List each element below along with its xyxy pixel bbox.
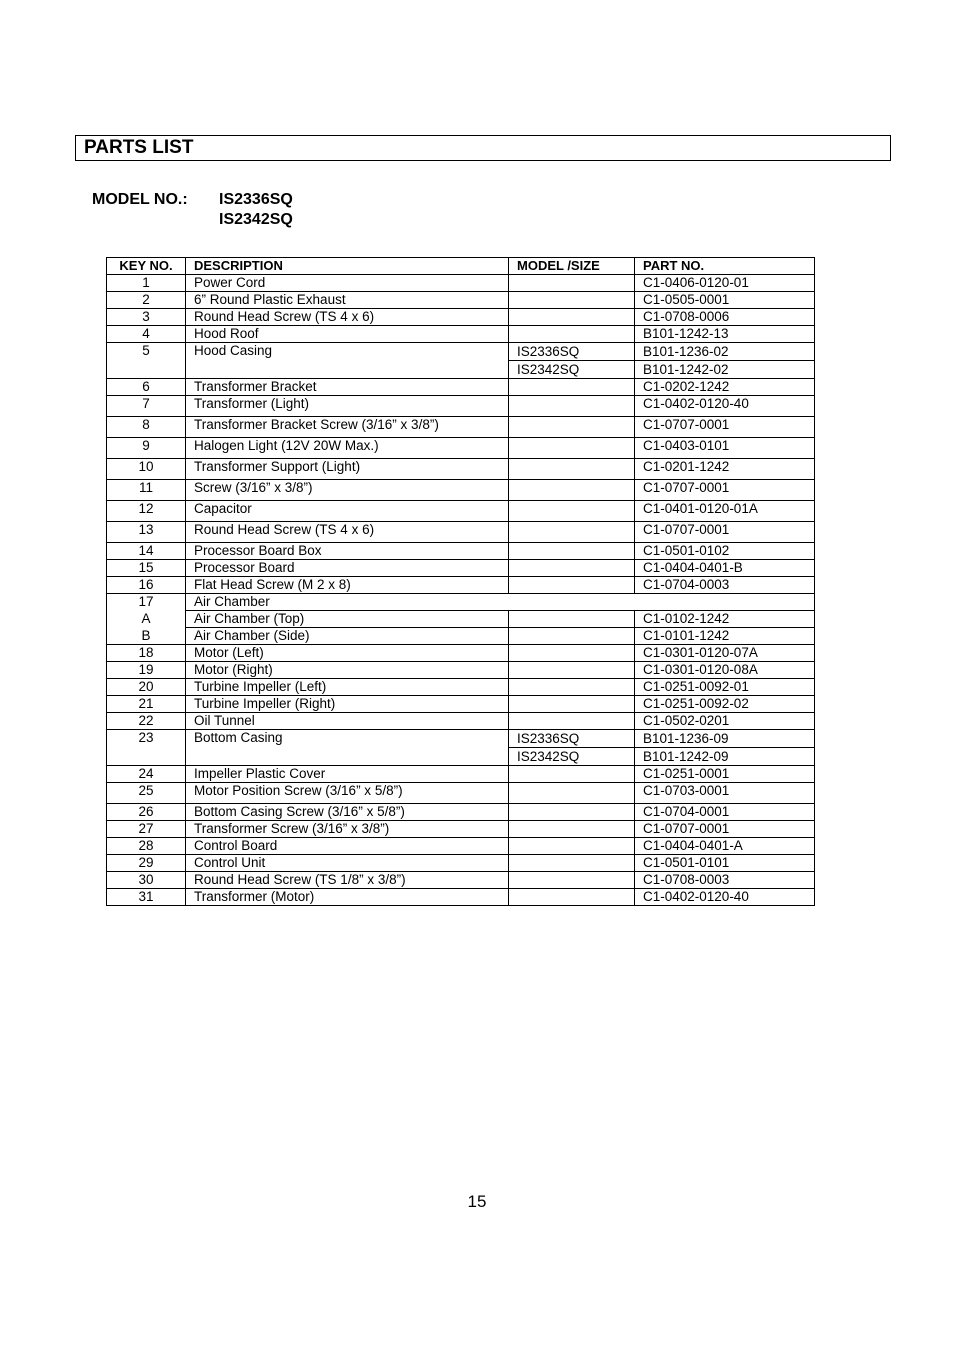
column-header-part-no: PART NO. [635, 258, 815, 275]
cell-key-no: 23 [107, 730, 186, 766]
cell-part-no: B101-1242-13 [635, 326, 815, 343]
part-no-value: B101-1236-02 [643, 344, 729, 359]
cell-description: Transformer Bracket [186, 379, 509, 396]
cell-part-no: C1-0707-0001 [635, 417, 815, 438]
column-header-description: DESCRIPTION [186, 258, 509, 275]
cell-part-no: C1-0102-1242 [635, 611, 815, 628]
cell-part-no: C1-0708-0006 [635, 309, 815, 326]
cell-description: Hood Casing [186, 343, 509, 379]
cell-description: Transformer (Light) [186, 396, 509, 417]
cell-key-no: 22 [107, 713, 186, 730]
cell-description: Air Chamber (Side) [186, 628, 509, 645]
cell-model-size [509, 766, 635, 783]
cell-description: Round Head Screw (TS 4 x 6) [186, 309, 509, 326]
model-size-value: IS2342SQ [509, 360, 634, 378]
table-row [107, 889, 815, 906]
cell-key-no: 10 [107, 459, 186, 480]
cell-part-no: C1-0301-0120-07A [635, 645, 815, 662]
cell-part-no: C1-0404-0401-A [635, 838, 815, 855]
key-no: 17 [138, 594, 154, 609]
cell-model-size [509, 855, 635, 872]
cell-model-size [509, 611, 635, 628]
model-number: IS2342SQ [219, 211, 293, 228]
cell-key-no: 1 [107, 275, 186, 292]
section-title: PARTS LIST [75, 135, 891, 161]
table-row [107, 628, 815, 645]
cell-key-no: 21 [107, 696, 186, 713]
cell-part-no: C1-0402-0120-40 [635, 396, 815, 417]
table-row [107, 543, 815, 560]
cell-part-no: C1-0301-0120-08A [635, 662, 815, 679]
cell-model-size [509, 309, 635, 326]
model-size-value: IS2342SQ [509, 747, 634, 765]
cell-model-size [509, 543, 635, 560]
cell-key-no: 4 [107, 326, 186, 343]
model-number-block [92, 190, 293, 230]
model-size-value: IS2336SQ [517, 344, 580, 359]
cell-model-size [509, 696, 635, 713]
cell-part-no: C1-0704-0003 [635, 577, 815, 594]
table-row [107, 343, 815, 379]
table-row [107, 309, 815, 326]
cell-model-size [509, 679, 635, 696]
table-row [107, 417, 815, 438]
cell-description: Turbine Impeller (Right) [186, 696, 509, 713]
cell-description: Impeller Plastic Cover [186, 766, 509, 783]
cell-key-no: 28 [107, 838, 186, 855]
cell-key-no: 9 [107, 438, 186, 459]
cell-key-no: 25 [107, 783, 186, 804]
cell-key-no: 2 [107, 292, 186, 309]
cell-part-no: C1-0501-0101 [635, 855, 815, 872]
model-number: IS2336SQ [219, 191, 293, 208]
cell-description: Motor Position Screw (3/16” x 5/8”) [186, 783, 509, 804]
cell-part-no: C1-0201-1242 [635, 459, 815, 480]
cell-description: Oil Tunnel [186, 713, 509, 730]
cell-key-no: 16 [107, 577, 186, 594]
cell-key-no [107, 594, 186, 645]
cell-description: Round Head Screw (TS 1/8” x 3/8”) [186, 872, 509, 889]
table-row [107, 501, 815, 522]
key-no: B [141, 628, 151, 643]
cell-key-no: 24 [107, 766, 186, 783]
cell-key-no: 8 [107, 417, 186, 438]
page-number: 15 [467, 1192, 487, 1211]
cell-description: Processor Board [186, 560, 509, 577]
cell-part-no: C1-0251-0001 [635, 766, 815, 783]
table-row [107, 783, 815, 804]
cell-model-size [509, 560, 635, 577]
cell-description: Air Chamber (Top) [186, 611, 509, 628]
cell-key-no: 29 [107, 855, 186, 872]
cell-description: Turbine Impeller (Left) [186, 679, 509, 696]
cell-model-size [509, 872, 635, 889]
cell-model-size [509, 396, 635, 417]
cell-model-size [509, 889, 635, 906]
cell-model-size [509, 577, 635, 594]
cell-part-no: C1-0202-1242 [635, 379, 815, 396]
parts-table [106, 257, 815, 906]
cell-model-size [509, 804, 635, 821]
cell-part-no [635, 343, 815, 379]
cell-description: Capacitor [186, 501, 509, 522]
parts-table-body [107, 275, 815, 906]
table-row [107, 855, 815, 872]
table-row [107, 645, 815, 662]
cell-key-no: 14 [107, 543, 186, 560]
table-row [107, 872, 815, 889]
table-row [107, 560, 815, 577]
cell-model-size [509, 838, 635, 855]
cell-model-size [509, 343, 635, 379]
cell-description: Control Unit [186, 855, 509, 872]
cell-part-no: C1-0251-0092-01 [635, 679, 815, 696]
cell-part-no: C1-0708-0003 [635, 872, 815, 889]
cell-part-no [635, 730, 815, 766]
cell-model-size [509, 501, 635, 522]
table-row [107, 396, 815, 417]
cell-description: Transformer Screw (3/16” x 3/8”) [186, 821, 509, 838]
cell-model-size [509, 417, 635, 438]
cell-key-no: 18 [107, 645, 186, 662]
cell-model-size [509, 379, 635, 396]
table-row [107, 679, 815, 696]
cell-key-no: 26 [107, 804, 186, 821]
cell-key-no: 11 [107, 480, 186, 501]
part-no-value: B101-1242-09 [635, 747, 814, 765]
model-size-value: IS2336SQ [517, 731, 580, 746]
cell-model-size [509, 459, 635, 480]
cell-key-no: 31 [107, 889, 186, 906]
cell-key-no: 27 [107, 821, 186, 838]
model-number-label: MODEL NO.: [92, 191, 188, 208]
cell-key-no: 6 [107, 379, 186, 396]
table-row [107, 804, 815, 821]
cell-part-no: C1-0703-0001 [635, 783, 815, 804]
cell-key-no: 7 [107, 396, 186, 417]
table-row [107, 459, 815, 480]
cell-part-no: C1-0704-0001 [635, 804, 815, 821]
cell-model-size [509, 783, 635, 804]
table-row [107, 480, 815, 501]
cell-part-no: C1-0101-1242 [635, 628, 815, 645]
table-row [107, 838, 815, 855]
cell-description: Processor Board Box [186, 543, 509, 560]
cell-part-no: C1-0402-0120-40 [635, 889, 815, 906]
cell-model-size [509, 645, 635, 662]
table-row [107, 326, 815, 343]
cell-part-no: C1-0404-0401-B [635, 560, 815, 577]
table-row [107, 713, 815, 730]
cell-key-no: 15 [107, 560, 186, 577]
table-header-row [107, 258, 815, 275]
column-header-model-size: MODEL /SIZE [509, 258, 635, 275]
cell-model-size [509, 713, 635, 730]
cell-model-size [509, 628, 635, 645]
cell-description: Hood Roof [186, 326, 509, 343]
table-row [107, 662, 815, 679]
table-row [107, 577, 815, 594]
cell-model-size [509, 662, 635, 679]
cell-description: Power Cord [186, 275, 509, 292]
cell-description: Bottom Casing Screw (3/16” x 5/8”) [186, 804, 509, 821]
cell-model-size [509, 326, 635, 343]
cell-model-size [509, 480, 635, 501]
cell-description: Transformer Bracket Screw (3/16” x 3/8”) [186, 417, 509, 438]
cell-key-no: 3 [107, 309, 186, 326]
part-no-value: B101-1236-09 [643, 731, 729, 746]
cell-description: Control Board [186, 838, 509, 855]
cell-model-size [509, 730, 635, 766]
cell-key-no: 12 [107, 501, 186, 522]
key-no: A [141, 611, 151, 626]
table-row [107, 292, 815, 309]
table-row [107, 821, 815, 838]
table-row [107, 522, 815, 543]
cell-description: Round Head Screw (TS 4 x 6) [186, 522, 509, 543]
cell-description: 6” Round Plastic Exhaust [186, 292, 509, 309]
cell-part-no: C1-0501-0102 [635, 543, 815, 560]
model-number-list [219, 190, 293, 230]
cell-description: Screw (3/16” x 3/8”) [186, 480, 509, 501]
cell-key-no: 13 [107, 522, 186, 543]
cell-description: Transformer Support (Light) [186, 459, 509, 480]
cell-description: Bottom Casing [186, 730, 509, 766]
table-row [107, 766, 815, 783]
table-row [107, 594, 815, 611]
cell-key-no: 30 [107, 872, 186, 889]
cell-description: Transformer (Motor) [186, 889, 509, 906]
part-no-value: B101-1242-02 [635, 360, 814, 378]
cell-description: Air Chamber [186, 594, 815, 611]
cell-part-no: C1-0406-0120-01 [635, 275, 815, 292]
cell-part-no: C1-0505-0001 [635, 292, 815, 309]
cell-key-no: 20 [107, 679, 186, 696]
table-row [107, 379, 815, 396]
cell-part-no: C1-0707-0001 [635, 821, 815, 838]
table-row [107, 611, 815, 628]
table-row [107, 696, 815, 713]
cell-part-no: C1-0401-0120-01A [635, 501, 815, 522]
table-row [107, 275, 815, 292]
cell-part-no: C1-0707-0001 [635, 522, 815, 543]
cell-key-no: 5 [107, 343, 186, 379]
cell-part-no: C1-0707-0001 [635, 480, 815, 501]
cell-description: Motor (Left) [186, 645, 509, 662]
cell-model-size [509, 275, 635, 292]
cell-key-no: 19 [107, 662, 186, 679]
cell-model-size [509, 821, 635, 838]
column-header-key-no: KEY NO. [107, 258, 186, 275]
cell-model-size [509, 438, 635, 459]
cell-part-no: C1-0502-0201 [635, 713, 815, 730]
cell-description: Halogen Light (12V 20W Max.) [186, 438, 509, 459]
cell-model-size [509, 292, 635, 309]
table-row [107, 438, 815, 459]
cell-part-no: C1-0251-0092-02 [635, 696, 815, 713]
cell-description: Flat Head Screw (M 2 x 8) [186, 577, 509, 594]
cell-model-size [509, 522, 635, 543]
cell-description: Motor (Right) [186, 662, 509, 679]
cell-part-no: C1-0403-0101 [635, 438, 815, 459]
table-row [107, 730, 815, 766]
